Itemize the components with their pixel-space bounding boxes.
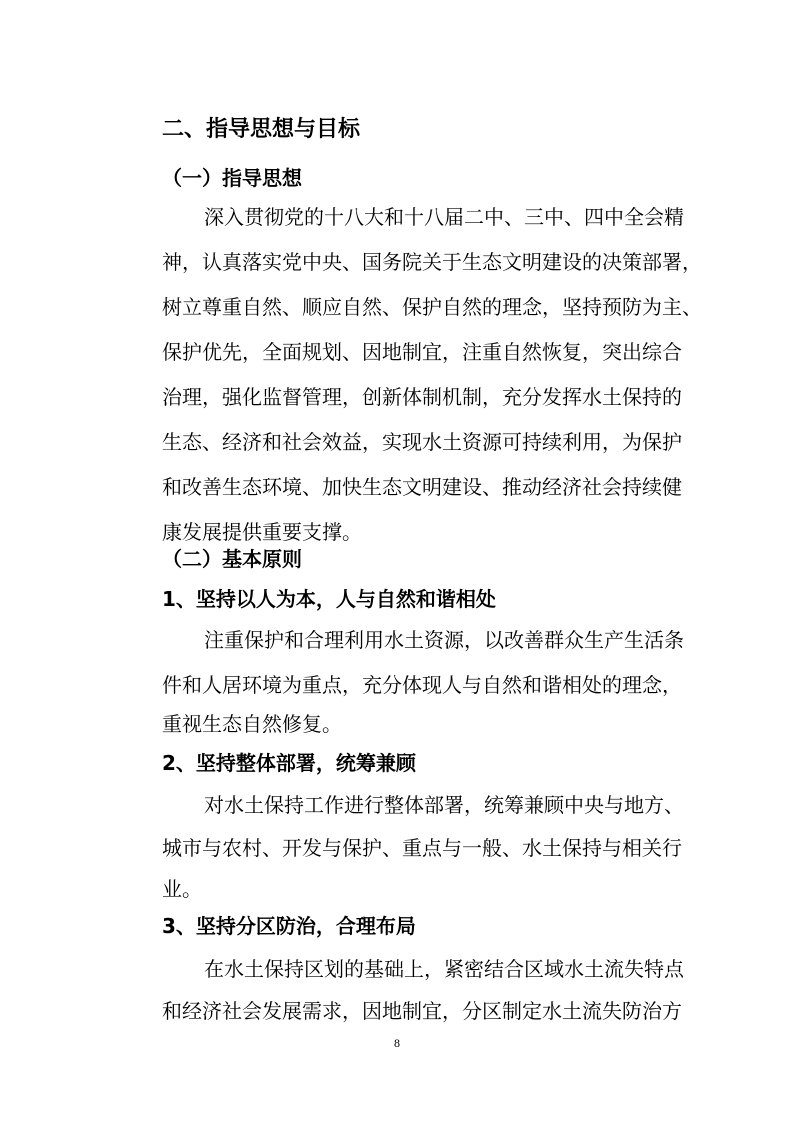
paragraph-line: 康发展提供重要支撑。 [162, 520, 362, 544]
paragraph-line: 神，认真落实党中央、国务院关于生态文明建设的决策部署， [162, 250, 702, 274]
paragraph-line: 治理，强化监督管理，创新体制机制，充分发挥水土保持的 [162, 385, 682, 409]
section-heading: 二、指导思想与目标 [162, 117, 361, 142]
paragraph-line: 和改善生态环境、加快生态文明建设、推动经济社会持续健 [162, 475, 682, 499]
paragraph-line: 生态、经济和社会效益，实现水土资源可持续利用，为保护 [162, 430, 682, 454]
paragraph-line: 深入贯彻党的十八大和十八届二中、三中、四中全会精 [204, 205, 684, 229]
paragraph-line: 在水土保持区划的基础上，紧密结合区域水土流失特点 [204, 957, 684, 981]
paragraph-line: 和经济社会发展需求，因地制宜，分区制定水土流失防治方 [162, 999, 682, 1023]
page-number: 8 [394, 1036, 400, 1050]
principle-heading-2: 2、坚持整体部署，统筹兼顾 [162, 751, 416, 775]
principle-heading-1: 1、坚持以人为本，人与自然和谐相处 [162, 587, 496, 611]
paragraph-line: 保护优先，全面规划、因地制宜，注重自然恢复，突出综合 [162, 340, 682, 364]
subsection-heading-guiding-ideology: （一）指导思想 [162, 166, 302, 190]
paragraph-line: 重视生态自然修复。 [162, 712, 342, 736]
subsection-heading-basic-principles: （二）基本原则 [162, 547, 302, 571]
paragraph-line: 件和人居环境为重点，充分体现人与自然和谐相处的理念， [162, 673, 682, 697]
paragraph-line: 业。 [162, 877, 202, 901]
paragraph-line: 树立尊重自然、顺应自然、保护自然的理念，坚持预防为主、 [162, 295, 702, 319]
principle-heading-3: 3、坚持分区防治，合理布局 [162, 914, 416, 938]
paragraph-line: 城市与农村、开发与保护、重点与一般、水土保持与相关行 [162, 836, 682, 860]
paragraph-line: 对水土保持工作进行整体部署，统筹兼顾中央与地方、 [204, 793, 684, 817]
paragraph-line: 注重保护和合理利用水土资源，以改善群众生产生活条 [204, 628, 684, 652]
